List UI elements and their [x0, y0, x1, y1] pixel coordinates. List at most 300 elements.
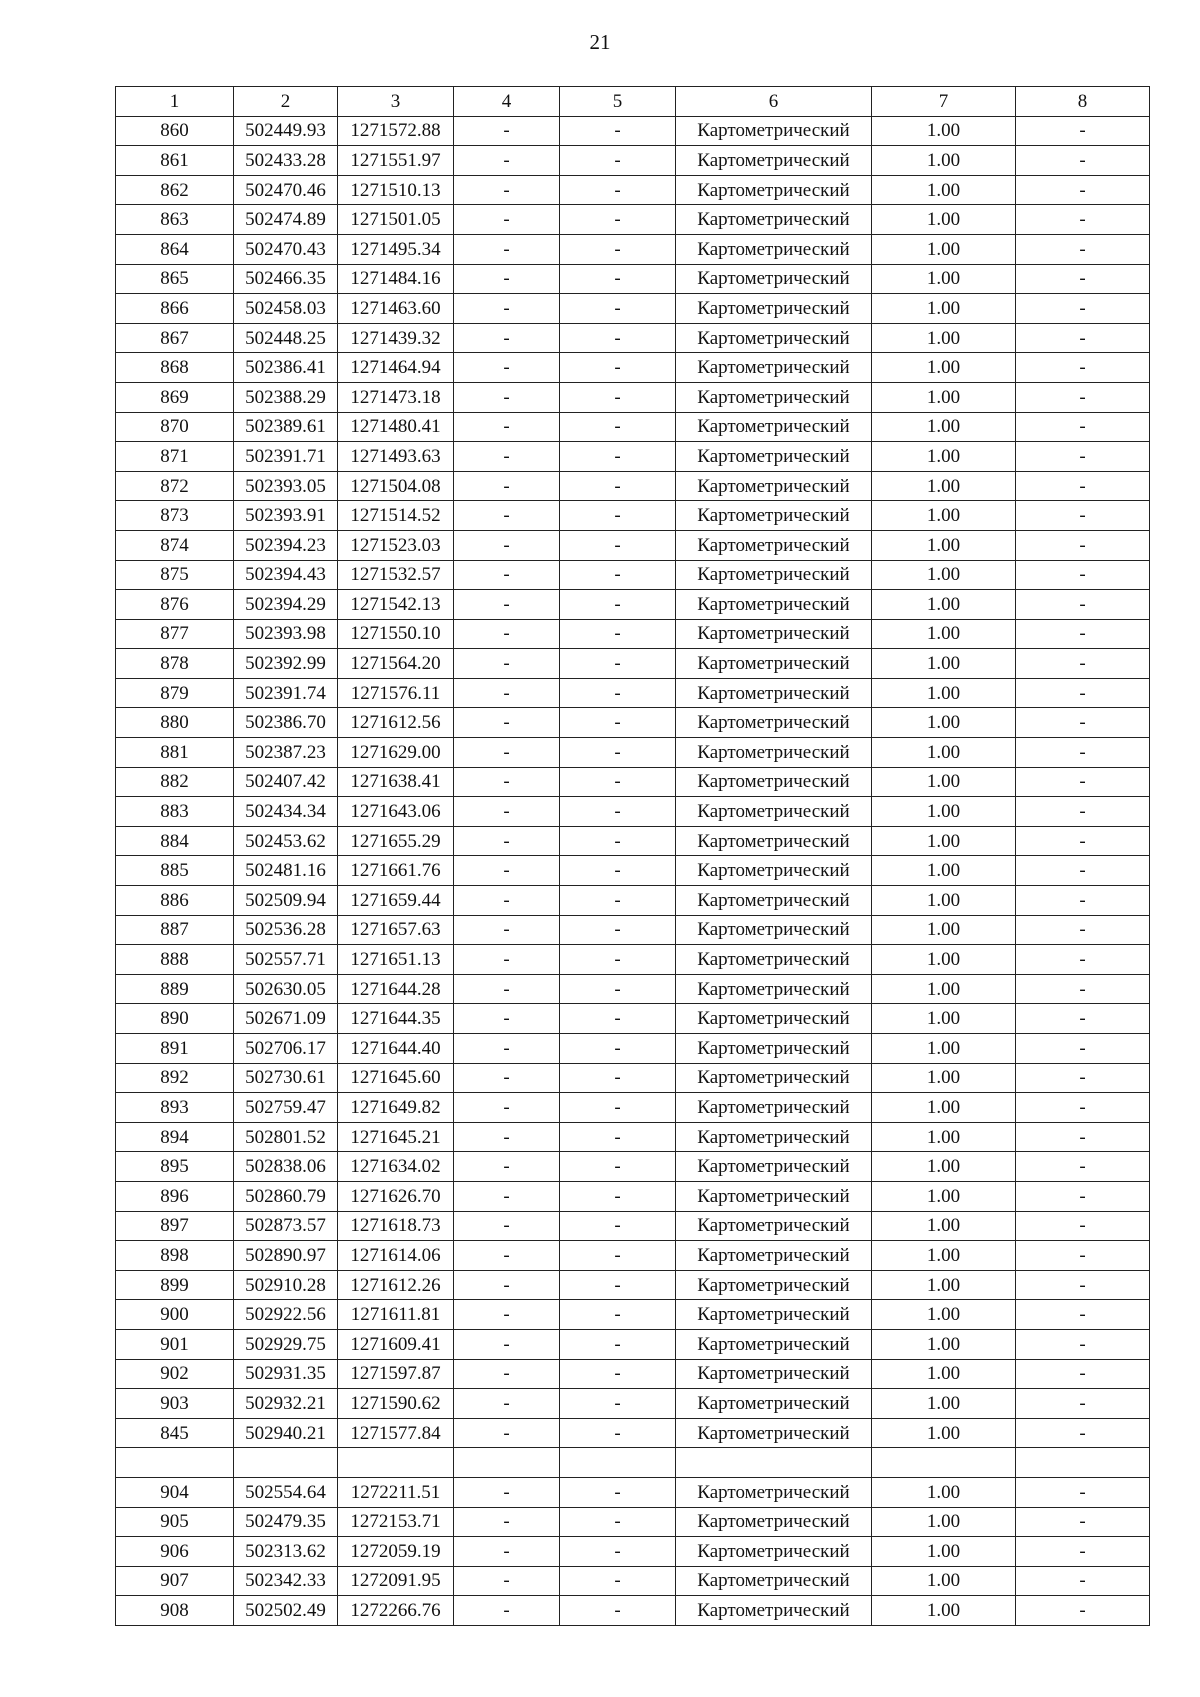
cell-point-number: 890 [116, 1004, 234, 1034]
cell-coord-x: 502931.35 [234, 1359, 338, 1389]
cell-coord-y: 1271645.60 [338, 1063, 454, 1093]
table-row [116, 1507, 1150, 1537]
cell-col-5: - [560, 1566, 676, 1596]
cell-coord-x: 502313.62 [234, 1537, 338, 1567]
cell-coord-x: 502386.41 [234, 353, 338, 383]
cell-col-8: - [1016, 1241, 1150, 1271]
cell-point-number: 903 [116, 1389, 234, 1419]
cell-method: Картометрический [676, 1004, 872, 1034]
cell-point-number: 897 [116, 1211, 234, 1241]
cell-col-5: - [560, 1537, 676, 1567]
table-row [116, 767, 1150, 797]
cell-col-4: - [454, 1300, 560, 1330]
cell-point-number: 873 [116, 501, 234, 531]
cell-coord-x: 502387.23 [234, 738, 338, 768]
coordinates-table [115, 86, 1150, 1626]
cell-accuracy: 1.00 [872, 708, 1016, 738]
cell-accuracy: 1.00 [872, 590, 1016, 620]
cell-col-8: - [1016, 1004, 1150, 1034]
cell-col-5: - [560, 1034, 676, 1064]
column-header: 3 [338, 87, 454, 117]
cell-method: Картометрический [676, 1270, 872, 1300]
cell-col-8: - [1016, 649, 1150, 679]
cell-method: Картометрический [676, 175, 872, 205]
table-row [116, 619, 1150, 649]
cell-coord-y: 1271551.97 [338, 146, 454, 176]
cell-col-4: - [454, 530, 560, 560]
cell-method: Картометрический [676, 1034, 872, 1064]
cell-col-8: - [1016, 797, 1150, 827]
cell-coord-y: 1271597.87 [338, 1359, 454, 1389]
cell-col-4: - [454, 1063, 560, 1093]
cell-coord-x: 502474.89 [234, 205, 338, 235]
cell-col-5: - [560, 264, 676, 294]
table-row [116, 590, 1150, 620]
cell-coord-x: 502466.35 [234, 264, 338, 294]
cell-coord-y: 1271659.44 [338, 886, 454, 916]
cell-col-8: - [1016, 205, 1150, 235]
column-header: 4 [454, 87, 560, 117]
cell-accuracy: 1.00 [872, 1537, 1016, 1567]
table-row [116, 1270, 1150, 1300]
cell-col-8: - [1016, 1093, 1150, 1123]
cell-method: Картометрический [676, 856, 872, 886]
cell-col-4: - [454, 1152, 560, 1182]
table-body [116, 116, 1150, 1625]
cell-col-8: - [1016, 1270, 1150, 1300]
cell-method: Картометрический [676, 116, 872, 146]
cell-col-8: - [1016, 175, 1150, 205]
table-row [116, 530, 1150, 560]
cell-coord-y: 1271495.34 [338, 234, 454, 264]
table-row [116, 1034, 1150, 1064]
cell-col-4: - [454, 264, 560, 294]
page-number: 21 [589, 30, 611, 54]
cell-col-8: - [1016, 1477, 1150, 1507]
cell-accuracy: 1.00 [872, 1034, 1016, 1064]
table-row [116, 1477, 1150, 1507]
cell-col-4: - [454, 974, 560, 1004]
cell-accuracy: 1.00 [872, 738, 1016, 768]
table-row [116, 1211, 1150, 1241]
table-row [116, 708, 1150, 738]
cell-coord-y: 1271576.11 [338, 678, 454, 708]
cell-accuracy: 1.00 [872, 1211, 1016, 1241]
cell-accuracy: 1.00 [872, 205, 1016, 235]
table-row [116, 1389, 1150, 1419]
cell-col-4: - [454, 205, 560, 235]
cell-col-4: - [454, 294, 560, 324]
cell-point-number: 891 [116, 1034, 234, 1064]
cell-coord-y: 1271626.70 [338, 1181, 454, 1211]
cell-coord-y: 1271463.60 [338, 294, 454, 324]
table-row [116, 175, 1150, 205]
cell-coord-y: 1272266.76 [338, 1596, 454, 1626]
cell-col-8: - [1016, 1596, 1150, 1626]
cell-point-number: 901 [116, 1329, 234, 1359]
cell-point-number: 876 [116, 590, 234, 620]
cell-col-8: - [1016, 945, 1150, 975]
cell-method: Картометрический [676, 945, 872, 975]
cell-coord-x: 502838.06 [234, 1152, 338, 1182]
cell-method: Картометрический [676, 234, 872, 264]
cell-col-4 [454, 1448, 560, 1478]
cell-col-5: - [560, 501, 676, 531]
table-row [116, 1122, 1150, 1152]
table-row [116, 560, 1150, 590]
cell-col-5: - [560, 1477, 676, 1507]
cell-col-4: - [454, 175, 560, 205]
table-row [116, 1241, 1150, 1271]
column-header: 2 [234, 87, 338, 117]
cell-col-4: - [454, 1093, 560, 1123]
cell-accuracy: 1.00 [872, 649, 1016, 679]
cell-col-5: - [560, 767, 676, 797]
cell-method: Картометрический [676, 915, 872, 945]
cell-coord-x: 502393.98 [234, 619, 338, 649]
cell-col-4: - [454, 1270, 560, 1300]
cell-coord-y: 1271464.94 [338, 353, 454, 383]
cell-col-8: - [1016, 1329, 1150, 1359]
cell-col-8: - [1016, 915, 1150, 945]
cell-method: Картометрический [676, 323, 872, 353]
cell-coord-x: 502453.62 [234, 826, 338, 856]
cell-point-number: 908 [116, 1596, 234, 1626]
cell-col-4: - [454, 1596, 560, 1626]
column-header: 8 [1016, 87, 1150, 117]
cell-coord-x: 502759.47 [234, 1093, 338, 1123]
cell-col-4: - [454, 619, 560, 649]
cell-col-8: - [1016, 1211, 1150, 1241]
cell-accuracy: 1.00 [872, 1596, 1016, 1626]
cell-col-8: - [1016, 116, 1150, 146]
cell-point-number: 883 [116, 797, 234, 827]
cell-col-4: - [454, 856, 560, 886]
cell-method: Картометрический [676, 1063, 872, 1093]
cell-col-4: - [454, 146, 560, 176]
cell-point-number: 885 [116, 856, 234, 886]
column-header: 1 [116, 87, 234, 117]
cell-point-number: 898 [116, 1241, 234, 1271]
cell-coord-y: 1271504.08 [338, 471, 454, 501]
cell-col-5: - [560, 530, 676, 560]
cell-col-8: - [1016, 442, 1150, 472]
table-row [116, 1566, 1150, 1596]
cell-col-5: - [560, 1241, 676, 1271]
cell-accuracy: 1.00 [872, 382, 1016, 412]
table-row [116, 1063, 1150, 1093]
cell-coord-x: 502801.52 [234, 1122, 338, 1152]
cell-method: Картометрический [676, 1537, 872, 1567]
cell-method: Картометрический [676, 353, 872, 383]
cell-coord-x: 502929.75 [234, 1329, 338, 1359]
cell-col-5: - [560, 797, 676, 827]
cell-method: Картометрический [676, 1211, 872, 1241]
table-header [116, 87, 1150, 117]
cell-col-8 [1016, 1448, 1150, 1478]
cell-point-number: 895 [116, 1152, 234, 1182]
table-row [116, 323, 1150, 353]
cell-accuracy: 1.00 [872, 1004, 1016, 1034]
table-row [116, 1181, 1150, 1211]
cell-coord-y: 1271612.56 [338, 708, 454, 738]
cell-coord-y: 1271634.02 [338, 1152, 454, 1182]
cell-col-8: - [1016, 471, 1150, 501]
cell-col-4: - [454, 708, 560, 738]
cell-accuracy: 1.00 [872, 1359, 1016, 1389]
cell-col-5: - [560, 856, 676, 886]
cell-point-number: 906 [116, 1537, 234, 1567]
cell-col-8: - [1016, 826, 1150, 856]
cell-accuracy: 1.00 [872, 1566, 1016, 1596]
cell-coord-x: 502394.43 [234, 560, 338, 590]
cell-method: Картометрический [676, 678, 872, 708]
cell-accuracy: 1.00 [872, 915, 1016, 945]
cell-method: Картометрический [676, 1241, 872, 1271]
cell-col-8: - [1016, 1389, 1150, 1419]
cell-col-5: - [560, 1152, 676, 1182]
cell-point-number: 870 [116, 412, 234, 442]
cell-coord-y: 1271643.06 [338, 797, 454, 827]
cell-col-5: - [560, 471, 676, 501]
cell-coord-x: 502433.28 [234, 146, 338, 176]
cell-col-5: - [560, 886, 676, 916]
table-row [116, 294, 1150, 324]
cell-col-8: - [1016, 590, 1150, 620]
cell-method: Картометрический [676, 264, 872, 294]
cell-col-8: - [1016, 353, 1150, 383]
cell-col-5: - [560, 619, 676, 649]
cell-col-5: - [560, 1122, 676, 1152]
cell-col-8: - [1016, 767, 1150, 797]
cell-col-8: - [1016, 1122, 1150, 1152]
cell-accuracy: 1.00 [872, 116, 1016, 146]
cell-col-5: - [560, 1063, 676, 1093]
cell-accuracy: 1.00 [872, 1063, 1016, 1093]
cell-method: Картометрический [676, 1566, 872, 1596]
cell-point-number: 907 [116, 1566, 234, 1596]
cell-coord-x: 502388.29 [234, 382, 338, 412]
cell-accuracy: 1.00 [872, 619, 1016, 649]
cell-method: Картометрический [676, 442, 872, 472]
cell-col-8: - [1016, 501, 1150, 531]
cell-method [676, 1448, 872, 1478]
cell-coord-x: 502448.25 [234, 323, 338, 353]
cell-method: Картометрический [676, 826, 872, 856]
cell-point-number: 868 [116, 353, 234, 383]
cell-col-8: - [1016, 146, 1150, 176]
cell-col-5: - [560, 974, 676, 1004]
cell-point-number: 867 [116, 323, 234, 353]
cell-method: Картометрический [676, 1596, 872, 1626]
cell-col-4: - [454, 1329, 560, 1359]
cell-accuracy: 1.00 [872, 856, 1016, 886]
cell-coord-y: 1271655.29 [338, 826, 454, 856]
cell-col-5: - [560, 1359, 676, 1389]
cell-coord-y: 1271644.40 [338, 1034, 454, 1064]
cell-coord-x: 502389.61 [234, 412, 338, 442]
cell-coord-x: 502393.91 [234, 501, 338, 531]
cell-col-4: - [454, 501, 560, 531]
cell-coord-y: 1272153.71 [338, 1507, 454, 1537]
column-header: 7 [872, 87, 1016, 117]
cell-col-4: - [454, 234, 560, 264]
cell-col-4: - [454, 767, 560, 797]
cell-coord-x: 502873.57 [234, 1211, 338, 1241]
cell-col-5: - [560, 1389, 676, 1419]
cell-point-number: 900 [116, 1300, 234, 1330]
cell-col-5: - [560, 382, 676, 412]
cell-point-number: 888 [116, 945, 234, 975]
table-row [116, 412, 1150, 442]
cell-accuracy: 1.00 [872, 146, 1016, 176]
cell-col-4: - [454, 116, 560, 146]
cell-method: Картометрический [676, 205, 872, 235]
cell-col-5: - [560, 678, 676, 708]
cell-coord-y: 1271657.63 [338, 915, 454, 945]
cell-col-4: - [454, 1034, 560, 1064]
cell-method: Картометрический [676, 886, 872, 916]
cell-point-number: 886 [116, 886, 234, 916]
table-row [116, 234, 1150, 264]
cell-col-8: - [1016, 234, 1150, 264]
cell-col-5: - [560, 1270, 676, 1300]
cell-coord-y: 1272211.51 [338, 1477, 454, 1507]
cell-coord-x: 502458.03 [234, 294, 338, 324]
cell-col-8: - [1016, 1507, 1150, 1537]
cell-col-5: - [560, 294, 676, 324]
cell-coord-y: 1271542.13 [338, 590, 454, 620]
cell-col-5: - [560, 1596, 676, 1626]
cell-col-4: - [454, 1477, 560, 1507]
cell-coord-y [338, 1448, 454, 1478]
cell-method: Картометрический [676, 412, 872, 442]
cell-accuracy: 1.00 [872, 1300, 1016, 1330]
cell-coord-y: 1271550.10 [338, 619, 454, 649]
cell-coord-y: 1271649.82 [338, 1093, 454, 1123]
cell-accuracy: 1.00 [872, 767, 1016, 797]
header-row [116, 87, 1150, 117]
cell-coord-y: 1271618.73 [338, 1211, 454, 1241]
cell-coord-y: 1272059.19 [338, 1537, 454, 1567]
cell-col-5: - [560, 1507, 676, 1537]
cell-coord-x: 502922.56 [234, 1300, 338, 1330]
cell-method: Картометрический [676, 1418, 872, 1448]
table-row [116, 1300, 1150, 1330]
cell-col-8: - [1016, 560, 1150, 590]
cell-col-4: - [454, 471, 560, 501]
cell-method: Картометрический [676, 590, 872, 620]
cell-coord-y: 1271480.41 [338, 412, 454, 442]
cell-point-number: 884 [116, 826, 234, 856]
cell-method: Картометрический [676, 974, 872, 1004]
cell-method: Картометрический [676, 560, 872, 590]
table-row [116, 264, 1150, 294]
cell-coord-x: 502391.71 [234, 442, 338, 472]
table-row [116, 797, 1150, 827]
cell-point-number: 878 [116, 649, 234, 679]
cell-point-number: 882 [116, 767, 234, 797]
cell-col-8: - [1016, 678, 1150, 708]
cell-accuracy: 1.00 [872, 945, 1016, 975]
cell-point-number: 904 [116, 1477, 234, 1507]
cell-point-number: 905 [116, 1507, 234, 1537]
table-row [116, 649, 1150, 679]
cell-coord-x: 502932.21 [234, 1389, 338, 1419]
table-row [116, 353, 1150, 383]
cell-accuracy: 1.00 [872, 530, 1016, 560]
cell-col-4: - [454, 1241, 560, 1271]
table-row [116, 116, 1150, 146]
cell-method: Картометрический [676, 797, 872, 827]
cell-accuracy: 1.00 [872, 412, 1016, 442]
cell-accuracy: 1.00 [872, 234, 1016, 264]
cell-col-5: - [560, 116, 676, 146]
cell-coord-y: 1271644.35 [338, 1004, 454, 1034]
cell-point-number: 894 [116, 1122, 234, 1152]
cell-point-number: 865 [116, 264, 234, 294]
cell-accuracy [872, 1448, 1016, 1478]
cell-coord-x: 502502.49 [234, 1596, 338, 1626]
cell-col-8: - [1016, 1152, 1150, 1182]
cell-method: Картометрический [676, 382, 872, 412]
cell-col-8: - [1016, 974, 1150, 1004]
cell-col-8: - [1016, 294, 1150, 324]
cell-col-5: - [560, 1329, 676, 1359]
cell-accuracy: 1.00 [872, 264, 1016, 294]
cell-col-4: - [454, 1211, 560, 1241]
table-row [116, 886, 1150, 916]
cell-col-5: - [560, 915, 676, 945]
cell-coord-x: 502706.17 [234, 1034, 338, 1064]
cell-coord-x: 502434.34 [234, 797, 338, 827]
cell-col-5: - [560, 1093, 676, 1123]
cell-method: Картометрический [676, 1122, 872, 1152]
cell-col-4: - [454, 382, 560, 412]
cell-accuracy: 1.00 [872, 501, 1016, 531]
cell-col-5: - [560, 205, 676, 235]
cell-coord-x: 502393.05 [234, 471, 338, 501]
cell-method: Картометрический [676, 1359, 872, 1389]
cell-col-4: - [454, 1004, 560, 1034]
cell-col-5: - [560, 175, 676, 205]
table-row [116, 1329, 1150, 1359]
cell-coord-y: 1271612.26 [338, 1270, 454, 1300]
cell-method: Картометрический [676, 1329, 872, 1359]
cell-coord-y: 1271501.05 [338, 205, 454, 235]
cell-col-8: - [1016, 1034, 1150, 1064]
table-row [116, 146, 1150, 176]
cell-col-5: - [560, 1211, 676, 1241]
cell-col-5: - [560, 1181, 676, 1211]
cell-accuracy: 1.00 [872, 1181, 1016, 1211]
cell-coord-y: 1271645.21 [338, 1122, 454, 1152]
cell-coord-y: 1271611.81 [338, 1300, 454, 1330]
cell-col-5: - [560, 1418, 676, 1448]
cell-col-5: - [560, 234, 676, 264]
cell-col-5 [560, 1448, 676, 1478]
cell-coord-y: 1271614.06 [338, 1241, 454, 1271]
cell-point-number: 863 [116, 205, 234, 235]
cell-col-8: - [1016, 738, 1150, 768]
cell-col-8: - [1016, 1566, 1150, 1596]
cell-coord-x: 502557.71 [234, 945, 338, 975]
cell-point-number: 874 [116, 530, 234, 560]
cell-method: Картометрический [676, 1093, 872, 1123]
table-row [116, 1093, 1150, 1123]
cell-coord-y: 1271609.41 [338, 1329, 454, 1359]
cell-point-number [116, 1448, 234, 1478]
